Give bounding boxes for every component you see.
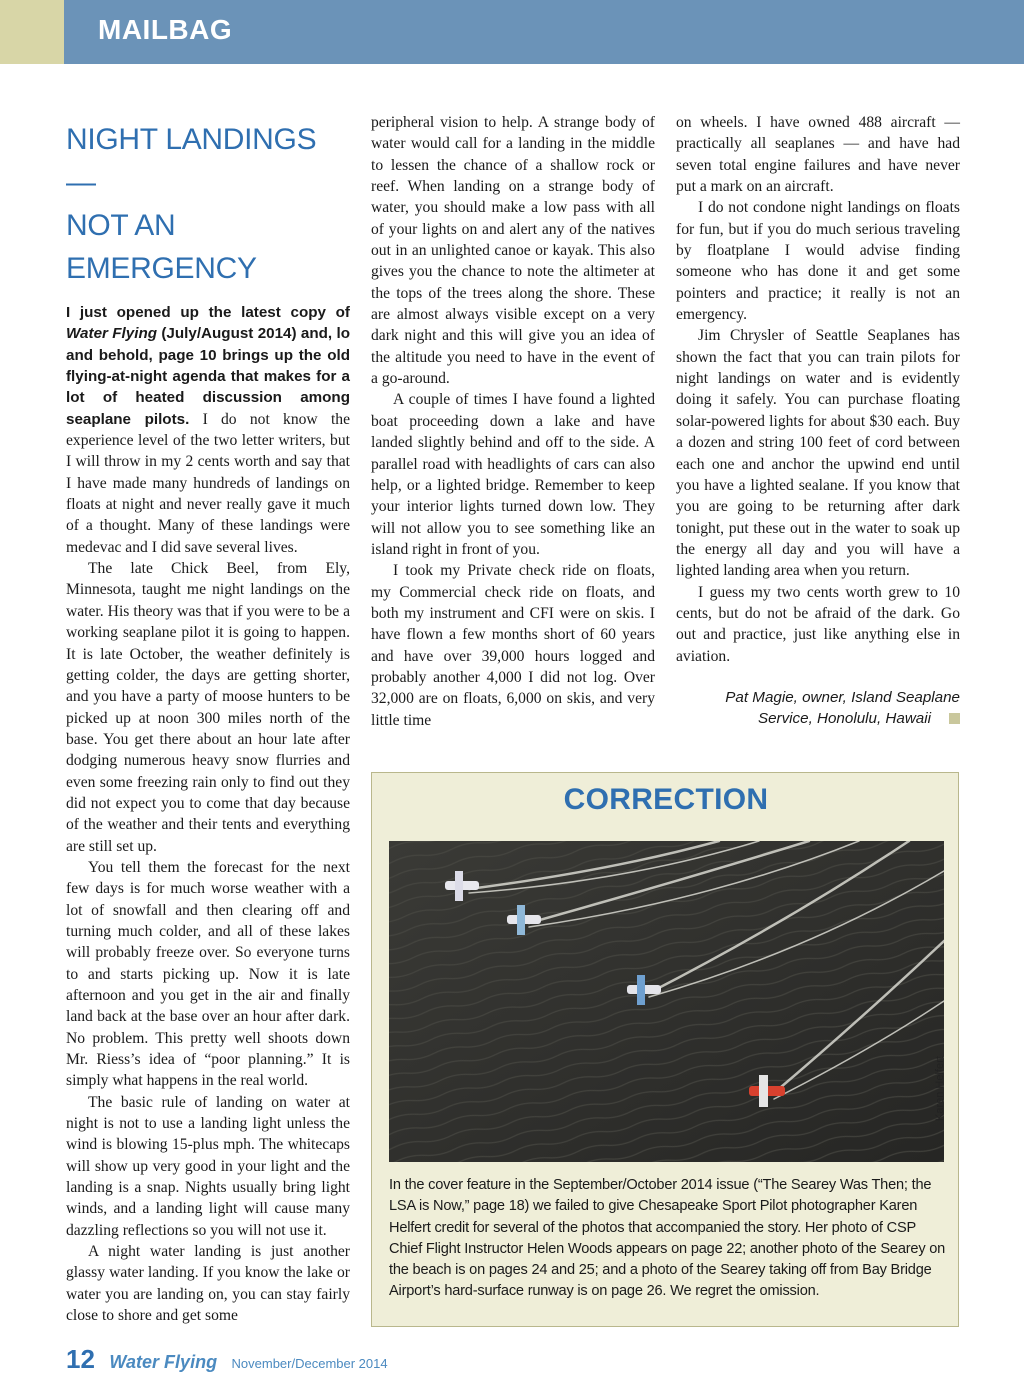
correction-title: CORRECTION bbox=[563, 783, 769, 816]
seaplanes-photo bbox=[389, 841, 944, 1162]
body-paragraph: on wheels. I have owned 488 aircraft — practically all seaplanes — and have had seven total engine failures and have never put a mark on an aircraft. bbox=[676, 114, 960, 196]
page-footer bbox=[66, 1344, 388, 1378]
body-paragraph: A couple of times I have found a lighted boat proceeding down a lake and have landed slightly behind and off to the side. A parallel road with headlights of cars can also help, or a lighted bridge. Remember to keep your interior lights turned down low. They will not allow you to see something like an island right in front of you. bbox=[371, 391, 655, 558]
body-paragraph: peripheral vision to help. A strange body of water would call for a landing in the middle to lessen the chance of a shallow rock or reef. When landing on a strange body of water, you should make a low pass with all of your lights on and alert any of the natives out in an unlighted canoe or kayak. This also gives you the chance to note the altimeter at the tops of the trees along the shore. These are almost always visible except on a very dark night and this will give you an idea of the altitude you need to have in the event of a go-around. bbox=[371, 114, 655, 388]
body-paragraph: The late Chick Beel, from Ely, Minnesota, taught me night landings on the water. His theory was that if you were to be a working seaplane pilot it is going to happen. It is late October, the weather definitely is getting colder, the days are getting shorter, and you have a party of moose hunters to be picked up at noon 300 miles north of the base. You get there about an hour late after dodging numerous heavy snow flurries and even some freezing rain only to find out they did not expect you to come that day because of the weather and their tents and everything are still set up. bbox=[66, 560, 350, 855]
body-paragraph: I took my Private check ride on floats, my Commercial check ride on floats, and both my instrument and CFI were on skis. I have flown a few months short of 60 years and have over 39,000 hours logged and probably another 4,000 I did not log. Over 32,000 are on floats, 6,000 on skis, and very little time bbox=[371, 562, 655, 729]
body-paragraph: You tell them the forecast for the next few days is for much worse weather with a lot of snowfall and then clearing off and turning much colder, and all of these lakes will probably freeze over. So everyone turns to and starts picking up. Now it is late afternoon and you get in the air and finally land back at the base over an hour after dark. No problem. This pretty well shoots down Mr. Riess’s idea of “poor planning.” It is simply what happens in the real world. bbox=[66, 858, 350, 1090]
end-of-article-mark bbox=[949, 713, 960, 724]
letter-signature bbox=[676, 687, 960, 730]
headline-line-1: NIGHT LANDINGS — bbox=[66, 123, 317, 199]
lead-paragraph bbox=[66, 302, 350, 558]
correction-caption: In the cover feature in the September/October 2014 issue (“The Searey Was Then; the LSA is Now,” page 18) we failed to give Chesapeake Sport Pilot photographer Karen Helfert credit for several of the photos that accompanied the story. Her photo of CSP Chief Flight Instructor Helen Woods appears on page 22; another photo of the Searey on the beach is on pages 24 and 25; and a photo of the Searey taking off from Bay Bridge Airport’s hard-surface runway is on page 26. We regret the omission. bbox=[389, 1177, 946, 1300]
photo-credit: Karen Helfert bbox=[934, 1056, 946, 1121]
correction-box bbox=[371, 772, 959, 1327]
lead-paragraph-rest: I do not know the experience level of the two letter writers, but I will throw in my 2 cents worth and say that I have made many hundreds of landings on floats at night and never really gave it much of a thought. Many of these landings were medevac and I did save several lives. bbox=[66, 410, 350, 556]
section-header-tab bbox=[0, 0, 64, 64]
section-title: MAILBAG bbox=[98, 14, 233, 45]
article-column-1 bbox=[66, 112, 350, 1327]
signature-line-1: Pat Magie, owner, Island Seaplane bbox=[725, 688, 960, 706]
lead-magazine-title: Water Flying bbox=[66, 325, 158, 343]
article-headline bbox=[66, 118, 350, 290]
signature-line-2: Service, Honolulu, Hawaii bbox=[757, 710, 931, 728]
lead-text bbox=[66, 304, 350, 428]
body-paragraph: The basic rule of landing on water at night is not to use a landing light unless the wind is blowing 15-plus mph. The whitecaps will show up very good in your light and the landing is a snap. Nights usually bring light winds, and a landing light will cause many dazzling reflections so you will not use it. bbox=[66, 1093, 350, 1239]
seaplanes-photo-illustration bbox=[389, 841, 944, 1162]
lead-text-part-2: (July/August 2014) and, lo and behold, page 10 brings up the old flying-at-night agenda that makes for a lot of heated discussion among seaplane pilots. bbox=[66, 325, 351, 428]
body-paragraph: I do not condone night landings on floats for fun, but if you do much serious traveling by floatplane I would advise finding someone who has done it and get some pointers and practice; it really is not an emergency. bbox=[676, 199, 960, 324]
body-paragraph: I guess my two cents worth grew to 10 cents, but do not be afraid of the dark. Go out and practice, just like anything else in aviation. bbox=[676, 583, 960, 665]
article-column-3 bbox=[676, 112, 960, 730]
headline-line-2: NOT AN EMERGENCY bbox=[66, 209, 257, 285]
body-paragraph: A night water landing is just another glassy water landing. If you know the lake or water you are landing on, you can stay fairly close to shore and get some bbox=[66, 1243, 350, 1325]
magazine-name: Water Flying bbox=[109, 1352, 218, 1372]
body-paragraph: Jim Chrysler of Seattle Seaplanes has shown the fact that you can train pilots for night landings on water and is evidently doing it safely. You can purchase floating solar-powered lights for about $30 each. Buy a dozen and string 100 feet of cord between each one and anchor the upwind end until you have a lighted sealane. If you know that you are going to be returning after dark tonight, put these out in the water to soak up the energy all day and you will have a lighted landing area when you return. bbox=[676, 327, 960, 580]
lead-text-part-1: I just opened up the latest copy of bbox=[66, 304, 350, 321]
issue-date: November/December 2014 bbox=[231, 1356, 388, 1371]
article-column-2 bbox=[371, 112, 655, 731]
page-number: 12 bbox=[66, 1344, 95, 1374]
